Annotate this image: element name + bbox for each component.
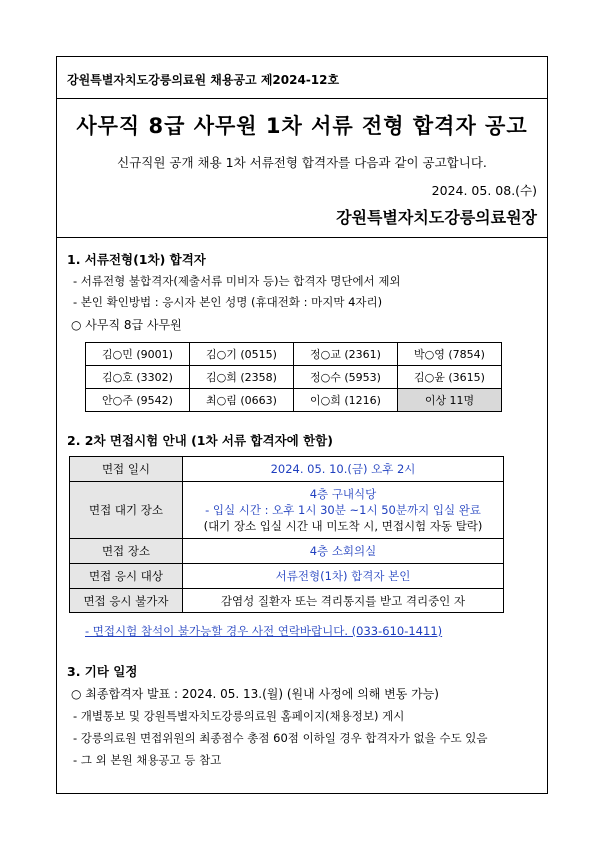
row-value: 감염성 질환자 또는 격리통지를 받고 격리중인 자 <box>183 589 504 613</box>
contact-notice: - 면접시험 참석이 불가능할 경우 사전 연락바랍니다. (033-610-1411) <box>85 624 443 638</box>
page-title: 사무직 8급 사무원 1차 서류 전형 합격자 공고 <box>76 114 528 138</box>
table-cell: 김○윤 (3615) <box>398 366 502 389</box>
table-cell: 김○호 (3302) <box>86 366 190 389</box>
table-row <box>86 343 502 366</box>
section1-heading: 1. 서류전형(1차) 합격자 <box>67 252 206 267</box>
row-value: 4층 소회의실 <box>183 539 504 564</box>
section3-heading: 3. 기타 일정 <box>67 664 138 679</box>
final-announcement: ○ 최종합격자 발표 : 2024. 05. 13.(월) (원내 사정에 의해 변동 가능) <box>71 687 439 701</box>
table-cell: 정○수 (5953) <box>294 366 398 389</box>
table-cell: 박○영 (7854) <box>398 343 502 366</box>
section1-note: - 서류전형 불합격자(제출서류 미비자 등)는 합격자 명단에서 제외 <box>73 274 401 288</box>
row-value: 서류전형(1차) 합격자 본인 <box>183 564 504 589</box>
applicant-table <box>85 342 502 412</box>
row-value <box>183 482 504 539</box>
table-row <box>70 539 504 564</box>
value-line: 4층 구내식당 <box>309 487 377 501</box>
table-cell: 김○희 (2358) <box>190 366 294 389</box>
header-box <box>57 57 547 238</box>
table-row <box>86 366 502 389</box>
table-row <box>70 564 504 589</box>
total-count-cell: 이상 11명 <box>398 389 502 412</box>
notice-number: 강원특별자치도강릉의료원 채용공고 제2024-12호 <box>67 73 340 87</box>
interview-table <box>69 456 504 613</box>
notice-date: 2024. 05. 08.(수) <box>431 183 537 198</box>
row-value: 2024. 05. 10.(금) 오후 2시 <box>183 457 504 482</box>
table-cell: 이○희 (1216) <box>294 389 398 412</box>
table-cell: 최○림 (0663) <box>190 389 294 412</box>
section2-heading: 2. 2차 면접시험 안내 (1차 서류 합격자에 한함) <box>67 433 333 448</box>
table-cell: 김○기 (0515) <box>190 343 294 366</box>
header-divider <box>57 98 547 99</box>
table-cell: 정○교 (2361) <box>294 343 398 366</box>
row-label: 면접 응시 불가자 <box>70 589 183 613</box>
section3-note: - 강릉의료원 면접위원의 최종점수 총점 60점 이하일 경우 합격자가 없을 수도 있음 <box>73 731 488 745</box>
subtitle: 신규직원 공개 채용 1차 서류전형 합격자를 다음과 같이 공고합니다. <box>117 155 487 170</box>
section1-note: - 본인 확인방법 : 응시자 본인 성명 (휴대전화 : 마지막 4자리) <box>73 295 383 309</box>
table-row <box>86 389 502 412</box>
section3-note: - 개별통보 및 강원특별자치도강릉의료원 홈페이지(채용정보) 게시 <box>73 709 405 723</box>
section3-note: - 그 외 본원 채용공고 등 참고 <box>73 753 222 767</box>
table-row <box>70 482 504 539</box>
table-cell: 안○주 (9542) <box>86 389 190 412</box>
table-row <box>70 457 504 482</box>
table-cell: 김○민 (9001) <box>86 343 190 366</box>
value-line: (대기 장소 입실 시간 내 미도착 시, 면접시험 자동 탈락) <box>203 519 483 533</box>
row-label: 면접 응시 대상 <box>70 564 183 589</box>
row-label: 면접 일시 <box>70 457 183 482</box>
table-row <box>70 589 504 613</box>
value-line: - 입실 시간 : 오후 1시 30분 ~1시 50분까지 입실 완료 <box>205 503 481 517</box>
section1-subheading: ○ 사무직 8급 사무원 <box>71 318 182 332</box>
issuer: 강원특별자치도강릉의료원장 <box>336 208 537 227</box>
row-label: 면접 대기 장소 <box>70 482 183 539</box>
row-label: 면접 장소 <box>70 539 183 564</box>
notice-page <box>56 56 548 794</box>
